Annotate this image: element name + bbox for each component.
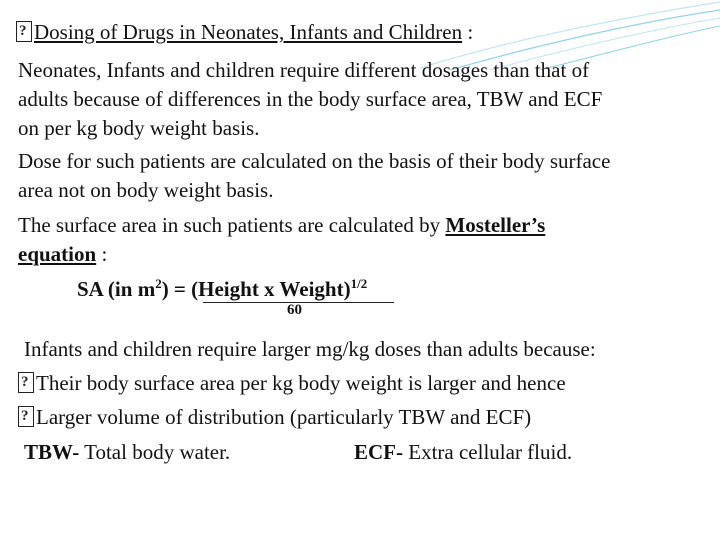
mosteller-term: Mosteller’s — [445, 213, 546, 237]
equation-colon: : — [96, 242, 108, 266]
heading-title: Dosing of Drugs in Neonates, Infants and Children — [34, 20, 463, 44]
paragraph-2-line-2: area not on body weight basis. — [18, 178, 274, 202]
paragraph-1-line-1: Neonates, Infants and children require different dosages than that of — [18, 58, 590, 82]
paragraph-3-text: The surface area in such patients are calculated by — [18, 213, 446, 237]
ecf-definition: Extra cellular fluid. — [403, 440, 573, 464]
formula-denominator: 60 — [287, 302, 302, 318]
tbw-term: TBW- — [24, 440, 80, 464]
formula-equals: ) = — [161, 277, 192, 301]
paragraph-3-line-2 — [18, 242, 107, 266]
missing-glyph-icon — [18, 372, 34, 393]
abbreviation-tbw — [24, 440, 230, 464]
missing-glyph-icon — [18, 406, 34, 427]
reasons-intro: Infants and children require larger mg/kg doses than adults because: — [24, 337, 596, 361]
tbw-definition: Total body water. — [79, 440, 231, 464]
equation-term: equation — [18, 242, 97, 266]
slide-heading — [16, 20, 473, 44]
formula-numerator: (Height x Weight) — [191, 277, 351, 301]
reason-bullet-1 — [18, 371, 566, 395]
mosteller-formula — [77, 277, 367, 302]
formula-lhs: SA (in m — [77, 277, 156, 301]
paragraph-1-line-2: adults because of differences in the body surface area, TBW and ECF — [18, 87, 603, 111]
formula-numerator-exponent: 1/2 — [350, 276, 368, 291]
paragraph-3-line-1 — [18, 213, 545, 237]
formula-lhs-exponent: 2 — [155, 276, 162, 291]
reason-bullet-2 — [18, 405, 531, 429]
missing-glyph-icon — [16, 21, 32, 42]
heading-colon: : — [462, 20, 474, 44]
paragraph-1-line-3: on per kg body weight basis. — [18, 116, 260, 140]
abbreviation-ecf — [354, 440, 572, 464]
ecf-term: ECF- — [354, 440, 403, 464]
paragraph-2-line-1: Dose for such patients are calculated on the basis of their body surface — [18, 149, 611, 173]
reason-bullet-2-text: Larger volume of distribution (particularly TBW and ECF) — [36, 405, 532, 429]
reason-bullet-1-text: Their body surface area per kg body weight is larger and hence — [36, 371, 566, 395]
